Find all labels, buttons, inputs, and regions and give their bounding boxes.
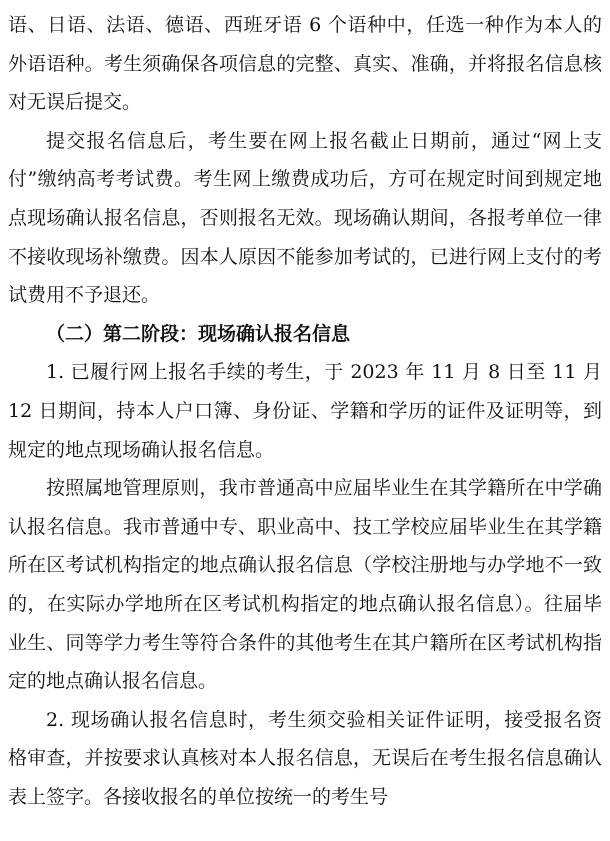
paragraph-language-choice: 语、日语、法语、德语、西班牙语 6 个语种中，任选一种作为本人的外语语种。考生须确保各项信息的完整、真实、准确，并将报名信息核对无误后提交。 — [8, 14, 602, 114]
paragraph-territorial-management: 按照属地管理原则，我市普通高中应届毕业生在其学籍所在中学确认报名信息。我市普通中专、职业高中、技工学校应届毕业生在其学籍所在区考试机构指定的地点确认报名信息（学校注册地与办学地不一致的，在实际办学地所在区考试机构指定的地点确认报名信息）。往届毕业生、同等学力考生等符合条件的其他考生在其户籍所在区考试机构指定的地点确认报名信息。 — [8, 477, 602, 693]
section-heading-stage-two: （二）第二阶段：现场确认报名信息 — [46, 322, 351, 345]
paragraph-online-payment: 提交报名信息后，考生要在网上报名截止日期前，通过“网上支付”缴纳高考考试费。考生网上缴费成功后，方可在规定时间到规定地点现场确认报名信息，否则报名无效。现场确认期间，各报考单位一律不接收现场补缴费。因本人原因不能参加考试的，已进行网上支付的考试费用不予退还。 — [8, 129, 602, 307]
paragraph-document-verification: 2. 现场确认报名信息时，考生须交验相关证件证明，接受报名资格审查，并按要求认真核对本人报名信息，无误后在考生报名信息确认表上签字。各接收报名的单位按统一的考生号 — [8, 708, 602, 808]
paragraph-onsite-confirmation-dates: 1. 已履行网上报名手续的考生，于 2023 年 11 月 8 日至 11 月 12 日期间，持本人户口簿、身份证、学籍和学历的证件及证明等，到规定的地点现场确认报名信息。 — [8, 361, 602, 461]
